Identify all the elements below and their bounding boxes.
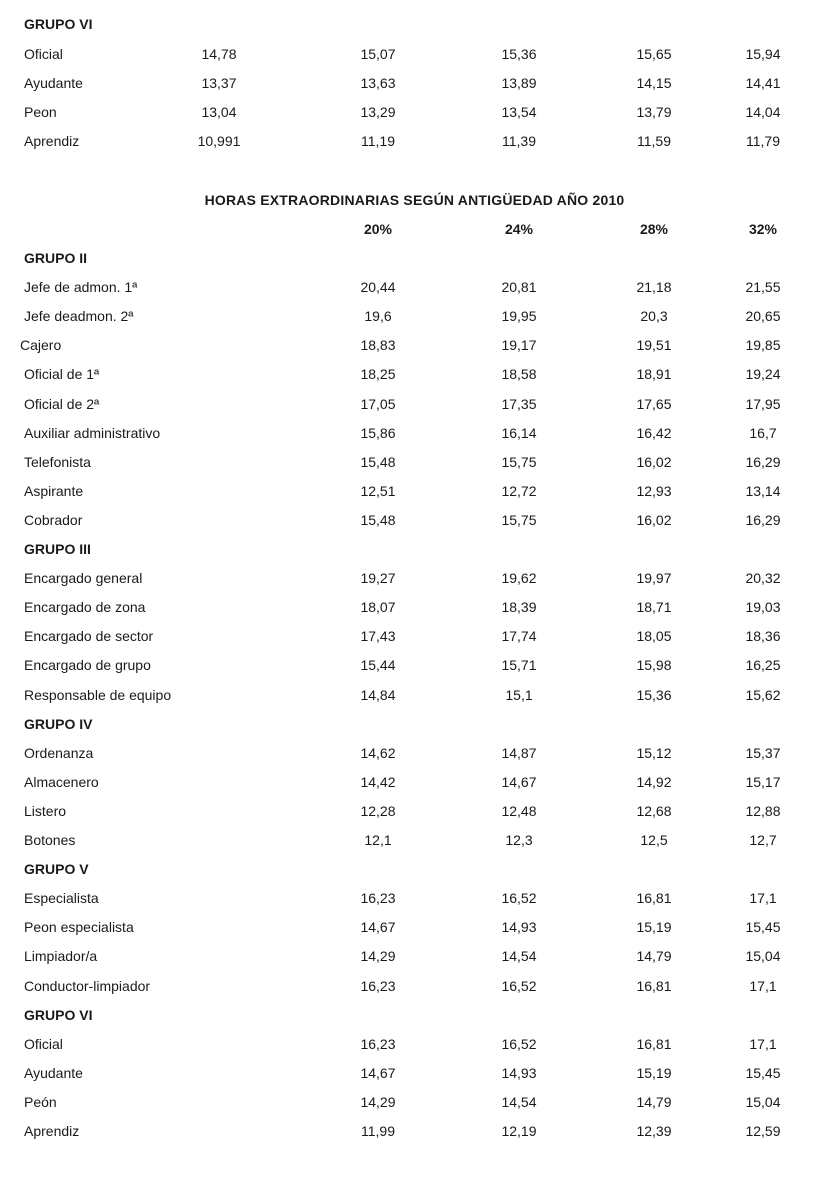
table-row <box>0 1063 829 1083</box>
cell-value: 16,14 <box>501 425 537 441</box>
cell-value: 12,39 <box>636 1123 672 1139</box>
cell-value: 15,48 <box>360 454 396 470</box>
cell-value: 14,04 <box>745 104 781 120</box>
table-row <box>0 946 829 966</box>
cell-value: 21,55 <box>745 279 781 295</box>
table-row <box>0 1121 829 1141</box>
column-header: 24% <box>504 221 534 237</box>
cell-value: 19,62 <box>501 570 537 586</box>
cell-value: 11,99 <box>361 1123 395 1139</box>
cell-value: 16,25 <box>745 657 781 673</box>
cell-value: 14,67 <box>360 919 396 935</box>
cell-value: 18,91 <box>636 366 672 382</box>
group-title: GRUPO VI <box>24 16 93 32</box>
cell-value: 15,45 <box>745 1065 781 1081</box>
cell-value: 15,75 <box>501 512 537 528</box>
row-label: Ordenanza <box>24 745 94 761</box>
group-header-row <box>0 859 829 879</box>
cell-value: 14,79 <box>636 1094 672 1110</box>
cell-value: 17,74 <box>501 628 537 644</box>
row-label: Listero <box>24 803 67 819</box>
column-header: 32% <box>748 221 778 237</box>
cell-value: 14,67 <box>360 1065 396 1081</box>
table-row <box>0 73 829 93</box>
cell-value: 13,04 <box>201 104 237 120</box>
cell-value: 17,43 <box>360 628 396 644</box>
table-row <box>0 801 829 821</box>
cell-value: 13,63 <box>360 75 396 91</box>
cell-value: 16,81 <box>636 1036 672 1052</box>
cell-value: 14,54 <box>501 948 537 964</box>
cell-value: 12,3 <box>505 832 533 848</box>
table-row <box>0 452 829 472</box>
cell-value: 18,07 <box>360 599 396 615</box>
cell-value: 12,48 <box>501 803 537 819</box>
row-label: Oficial de 1ª <box>24 366 100 382</box>
cell-value: 16,81 <box>636 978 672 994</box>
row-label: Telefonista <box>24 454 91 470</box>
cell-value: 18,58 <box>501 366 537 382</box>
cell-value: 11,39 <box>502 133 536 149</box>
cell-value: 20,81 <box>501 279 537 295</box>
cell-value: 17,65 <box>636 396 672 412</box>
cell-value: 13,29 <box>360 104 396 120</box>
cell-value: 15,62 <box>745 687 781 703</box>
table-row <box>0 277 829 297</box>
cell-value: 10,991 <box>197 133 241 149</box>
cell-value: 14,29 <box>360 948 396 964</box>
cell-value: 16,29 <box>745 454 781 470</box>
cell-value: 17,05 <box>360 396 396 412</box>
cell-value: 15,98 <box>636 657 672 673</box>
cell-value: 15,17 <box>745 774 781 790</box>
cell-value: 18,25 <box>360 366 396 382</box>
cell-value: 12,93 <box>636 483 672 499</box>
cell-value: 20,3 <box>640 308 668 324</box>
row-label: Limpiador/a <box>24 948 98 964</box>
cell-value: 14,79 <box>636 948 672 964</box>
row-label: Especialista <box>24 890 99 906</box>
cell-value: 15,71 <box>501 657 537 673</box>
group-title: GRUPO V <box>24 861 89 877</box>
cell-value: 14,54 <box>501 1094 537 1110</box>
cell-value: 15,45 <box>745 919 781 935</box>
group-header-row <box>0 1005 829 1025</box>
group-title: GRUPO III <box>24 541 91 557</box>
cell-value: 14,67 <box>501 774 537 790</box>
cell-value: 15,07 <box>360 46 396 62</box>
cell-value: 18,39 <box>501 599 537 615</box>
cell-value: 15,1 <box>505 687 533 703</box>
cell-value: 15,44 <box>360 657 396 673</box>
cell-value: 19,85 <box>745 337 781 353</box>
row-label: Botones <box>24 832 76 848</box>
row-label: Almacenero <box>24 774 99 790</box>
table-row <box>0 481 829 501</box>
row-label: Ayudante <box>24 75 83 91</box>
column-header: 20% <box>363 221 393 237</box>
table-row <box>0 626 829 646</box>
group-title: GRUPO VI <box>24 1007 93 1023</box>
row-label: Responsable de equipo <box>24 687 172 703</box>
cell-value: 19,24 <box>745 366 781 382</box>
row-label: Oficial <box>24 46 63 62</box>
row-label: Encargado general <box>24 570 143 586</box>
table-row <box>0 830 829 850</box>
cell-value: 17,1 <box>749 978 777 994</box>
cell-value: 14,92 <box>636 774 672 790</box>
row-label: Oficial de 2ª <box>24 396 100 412</box>
cell-value: 11,79 <box>746 133 780 149</box>
table-row <box>0 772 829 792</box>
group-header-row <box>0 714 829 734</box>
cell-value: 12,28 <box>360 803 396 819</box>
cell-value: 20,65 <box>745 308 781 324</box>
cell-value: 16,7 <box>749 425 777 441</box>
cell-value: 13,54 <box>501 104 537 120</box>
table-row <box>0 685 829 705</box>
cell-value: 15,36 <box>501 46 537 62</box>
cell-value: 15,04 <box>745 1094 781 1110</box>
row-label: Oficial <box>24 1036 63 1052</box>
column-header: 28% <box>639 221 669 237</box>
group-title: GRUPO IV <box>24 716 93 732</box>
cell-value: 14,42 <box>360 774 396 790</box>
cell-value: 15,19 <box>636 1065 672 1081</box>
table-row <box>0 743 829 763</box>
cell-value: 15,75 <box>501 454 537 470</box>
row-label: Conductor-limpiador <box>24 978 151 994</box>
row-label: Encargado de sector <box>24 628 154 644</box>
cell-value: 17,95 <box>745 396 781 412</box>
table-row <box>0 394 829 414</box>
table-row <box>0 917 829 937</box>
cell-value: 19,95 <box>501 308 537 324</box>
cell-value: 18,71 <box>636 599 672 615</box>
cell-value: 15,86 <box>360 425 396 441</box>
group-header-row <box>0 248 829 268</box>
cell-value: 16,42 <box>636 425 672 441</box>
row-label: Aprendiz <box>24 1123 80 1139</box>
cell-value: 15,36 <box>636 687 672 703</box>
cell-value: 13,37 <box>201 75 237 91</box>
row-label: Aspirante <box>24 483 84 499</box>
row-label: Peon <box>24 104 57 120</box>
cell-value: 14,93 <box>501 1065 537 1081</box>
cell-value: 13,14 <box>745 483 781 499</box>
group-header-row <box>0 14 829 34</box>
row-label: Encargado de grupo <box>24 657 151 673</box>
cell-value: 20,32 <box>745 570 781 586</box>
table-row <box>0 597 829 617</box>
row-label: Ayudante <box>24 1065 83 1081</box>
cell-value: 17,1 <box>749 1036 777 1052</box>
cell-value: 18,83 <box>360 337 396 353</box>
cell-value: 15,48 <box>360 512 396 528</box>
row-label: Jefe deadmon. 2ª <box>24 308 134 324</box>
table-row <box>0 888 829 908</box>
cell-value: 12,72 <box>501 483 537 499</box>
table-row <box>0 364 829 384</box>
cell-value: 11,59 <box>637 133 671 149</box>
cell-value: 14,15 <box>636 75 672 91</box>
table-row <box>0 1092 829 1112</box>
cell-value: 12,51 <box>360 483 396 499</box>
cell-value: 19,6 <box>364 308 392 324</box>
row-label: Jefe de admon. 1ª <box>24 279 138 295</box>
cell-value: 14,62 <box>360 745 396 761</box>
cell-value: 12,7 <box>749 832 777 848</box>
column-header-row <box>0 219 829 239</box>
table-row <box>0 655 829 675</box>
cell-value: 13,89 <box>501 75 537 91</box>
cell-value: 14,41 <box>745 75 781 91</box>
cell-value: 19,51 <box>636 337 672 353</box>
cell-value: 19,97 <box>636 570 672 586</box>
cell-value: 16,02 <box>636 512 672 528</box>
table-row <box>0 976 829 996</box>
cell-value: 20,44 <box>360 279 396 295</box>
cell-value: 16,02 <box>636 454 672 470</box>
cell-value: 16,81 <box>636 890 672 906</box>
cell-value: 14,29 <box>360 1094 396 1110</box>
table-row <box>0 510 829 530</box>
cell-value: 14,78 <box>201 46 237 62</box>
cell-value: 11,19 <box>361 133 395 149</box>
row-label: Peon especialista <box>24 919 134 935</box>
row-label: Peón <box>24 1094 57 1110</box>
row-label: Cajero <box>20 337 62 353</box>
cell-value: 12,59 <box>745 1123 781 1139</box>
table-row <box>0 335 829 355</box>
row-label: Aprendiz <box>24 133 80 149</box>
table-row <box>0 131 829 151</box>
cell-value: 16,23 <box>360 978 396 994</box>
cell-value: 16,23 <box>360 890 396 906</box>
cell-value: 19,27 <box>360 570 396 586</box>
cell-value: 14,93 <box>501 919 537 935</box>
cell-value: 12,1 <box>364 832 392 848</box>
cell-value: 16,52 <box>501 978 537 994</box>
cell-value: 14,84 <box>360 687 396 703</box>
cell-value: 15,12 <box>636 745 672 761</box>
cell-value: 18,36 <box>745 628 781 644</box>
group-header-row <box>0 539 829 559</box>
cell-value: 16,23 <box>360 1036 396 1052</box>
table-row <box>0 44 829 64</box>
cell-value: 15,65 <box>636 46 672 62</box>
cell-value: 12,19 <box>501 1123 537 1139</box>
table-row <box>0 423 829 443</box>
table-row <box>0 306 829 326</box>
cell-value: 12,88 <box>745 803 781 819</box>
cell-value: 18,05 <box>636 628 672 644</box>
cell-value: 14,87 <box>501 745 537 761</box>
cell-value: 15,37 <box>745 745 781 761</box>
group-title: GRUPO II <box>24 250 88 266</box>
cell-value: 15,04 <box>745 948 781 964</box>
cell-value: 17,35 <box>501 396 537 412</box>
cell-value: 16,29 <box>745 512 781 528</box>
cell-value: 19,03 <box>745 599 781 615</box>
table-row <box>0 102 829 122</box>
cell-value: 15,19 <box>636 919 672 935</box>
row-label: Encargado de zona <box>24 599 146 615</box>
cell-value: 15,94 <box>745 46 781 62</box>
cell-value: 16,52 <box>501 890 537 906</box>
cell-value: 13,79 <box>636 104 672 120</box>
cell-value: 16,52 <box>501 1036 537 1052</box>
cell-value: 17,1 <box>749 890 777 906</box>
cell-value: 12,68 <box>636 803 672 819</box>
cell-value: 21,18 <box>636 279 672 295</box>
table-row <box>0 568 829 588</box>
section-title: HORAS EXTRAORDINARIAS SEGÚN ANTIGÜEDAD AÑO 2010 <box>204 192 625 208</box>
table-row <box>0 1034 829 1054</box>
row-label: Cobrador <box>24 512 83 528</box>
row-label: Auxiliar administrativo <box>24 425 161 441</box>
cell-value: 19,17 <box>501 337 537 353</box>
cell-value: 12,5 <box>640 832 668 848</box>
